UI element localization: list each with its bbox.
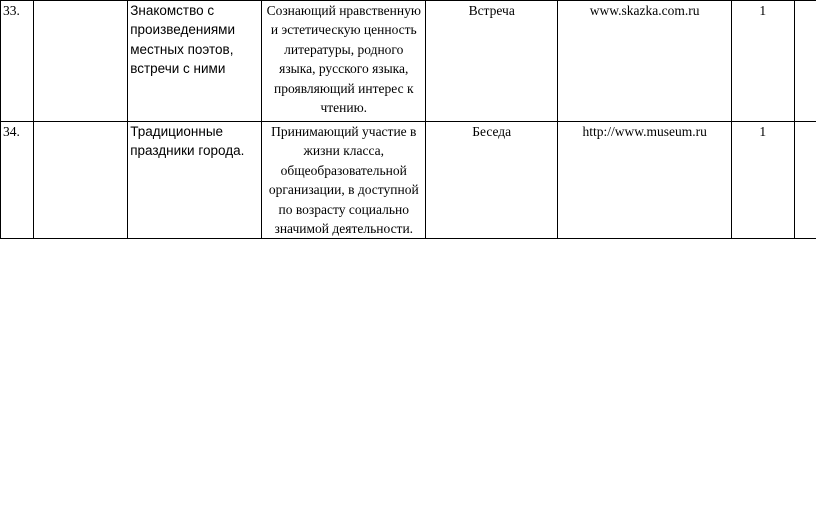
result-cell: Сознающий нравственную и эстетическую ценность литературы, родного языка, русского языка, проявляющий интерес к чтению. [262,1,426,122]
table-row [1,122,816,239]
form-cell: Беседа [426,122,558,239]
row-number: 34. [1,122,34,239]
empty-cell [34,1,128,122]
table-row [1,1,816,122]
resource-link-cell[interactable]: http://www.museum.ru [558,122,732,239]
resource-link-cell[interactable]: www.skazka.com.ru [558,1,732,122]
form-cell: Встреча [426,1,558,122]
topic-cell: Традиционные праздники города. [128,122,262,239]
topic-cell: Знакомство с произведениями местных поэтов, встречи с ними [128,1,262,122]
result-cell: Принимающий участие в жизни класса, общеобразовательной организации, в доступной по возрасту социально значимой деятельности. [262,122,426,239]
row-number: 33. [1,1,34,122]
empty-cell [794,1,816,122]
hours-cell: 1 [732,1,795,122]
hours-cell: 1 [732,122,795,239]
empty-cell [34,122,128,239]
empty-cell [794,122,816,239]
curriculum-table [0,0,816,239]
